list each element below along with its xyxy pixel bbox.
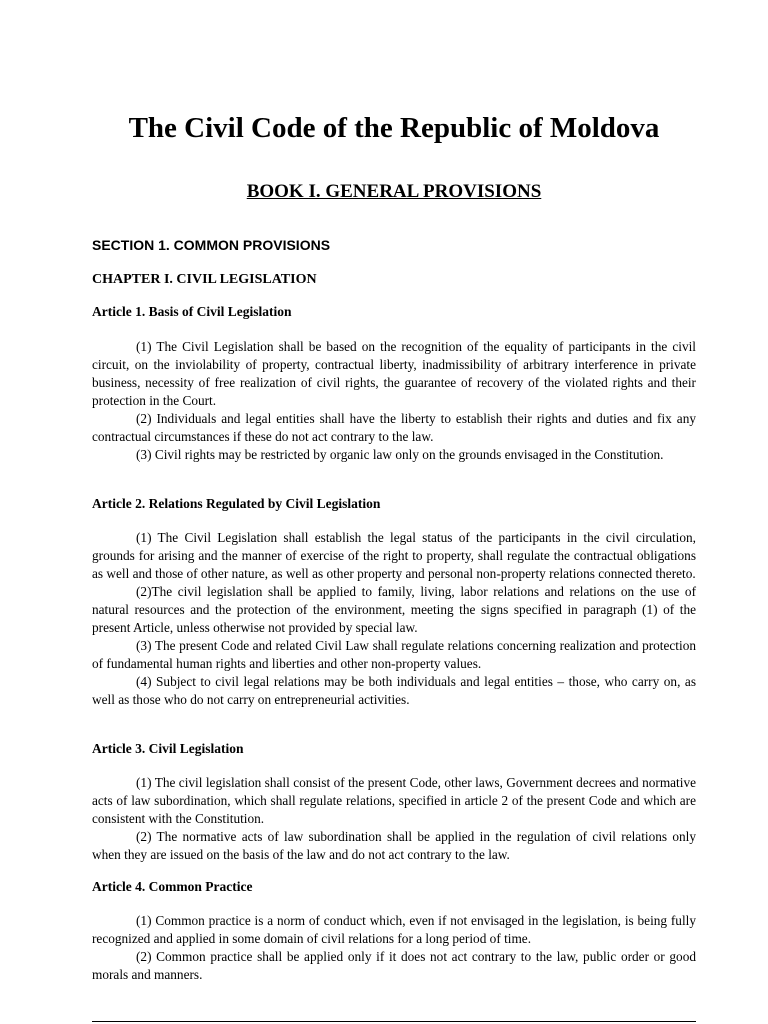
chapter-title: CHAPTER I. CIVIL LEGISLATION [92, 272, 317, 287]
article-2-paragraph-1: (1) The Civil Legislation shall establish the legal status of the participants in the civil circulation, grounds for arising and the manner of exercise of the right to property, shall regulate the contractual obligations as well and those of other nature, as well as other property and personal non-property relations connected thereto. [92, 530, 696, 581]
book-title: BOOK I. GENERAL PROVISIONS [246, 181, 542, 202]
article-1-paragraph-1: (1) The Civil Legislation shall be based on the recognition of the equality of participants in the civil circuit, on the inviolability of property, contractual liberty, inadmissibility of arbitrary interference in private business, necessity of free realization of civil rights, the guarantee of recovery of the violated rights and their protection in the Court. [92, 339, 696, 408]
article-2-heading: Article 2. Relations Regulated by Civil Legislation [92, 496, 381, 511]
article-2-paragraph-3: (3) The present Code and related Civil Law shall regulate relations concerning realization and protection of fundamental human rights and liberties and other non-property values. [92, 638, 696, 671]
article-1-paragraph-2: (2) Individuals and legal entities shall have the liberty to establish their rights and duties and fix any contractual circumstances if these do not act contrary to the law. [92, 411, 696, 444]
article-3-paragraph-2: (2) The normative acts of law subordination shall be applied in the regulation of civil relations only when they are issued on the basis of the law and do not act contrary to the law. [92, 829, 696, 862]
article-3-heading: Article 3. Civil Legislation [92, 741, 244, 756]
article-1-heading: Article 1. Basis of Civil Legislation [92, 304, 292, 319]
article-3-body [92, 774, 696, 864]
document-title: The Civil Code of the Republic of Moldova [128, 112, 660, 144]
section-title: SECTION 1. COMMON PROVISIONS [92, 237, 331, 253]
article-2-paragraph-4: (4) Subject to civil legal relations may be both individuals and legal entities – those, who carry on, as well as those who do not carry on entrepreneurial activities. [92, 674, 696, 707]
article-2-body [92, 529, 696, 709]
article-1-body [92, 338, 696, 464]
article-4-heading: Article 4. Common Practice [92, 879, 253, 894]
article-1-paragraph-3: (3) Civil rights may be restricted by organic law only on the grounds envisaged in the Constitution. [136, 447, 664, 462]
article-4-paragraph-1: (1) Common practice is a norm of conduct which, even if not envisaged in the legislation, is being fully recognized and applied in some domain of civil relations for a long period of time. [92, 913, 696, 946]
article-2-paragraph-2: (2)The civil legislation shall be applied to family, living, labor relations and relations on the use of natural resources and the protection of the environment, meeting the signs specified in paragraph (1) of the present Article, unless otherwise not provided by special law. [92, 584, 696, 635]
article-3-paragraph-1: (1) The civil legislation shall consist of the present Code, other laws, Government decrees and normative acts of law subordination, which shall regulate relations, specified in article 2 of the present Code and which are consistent with the Constitution. [92, 775, 696, 826]
article-4-body [92, 912, 696, 984]
footnote-separator [92, 1021, 696, 1022]
article-4-paragraph-2: (2) Common practice shall be applied only if it does not act contrary to the law, public order or good morals and manners. [92, 949, 696, 982]
